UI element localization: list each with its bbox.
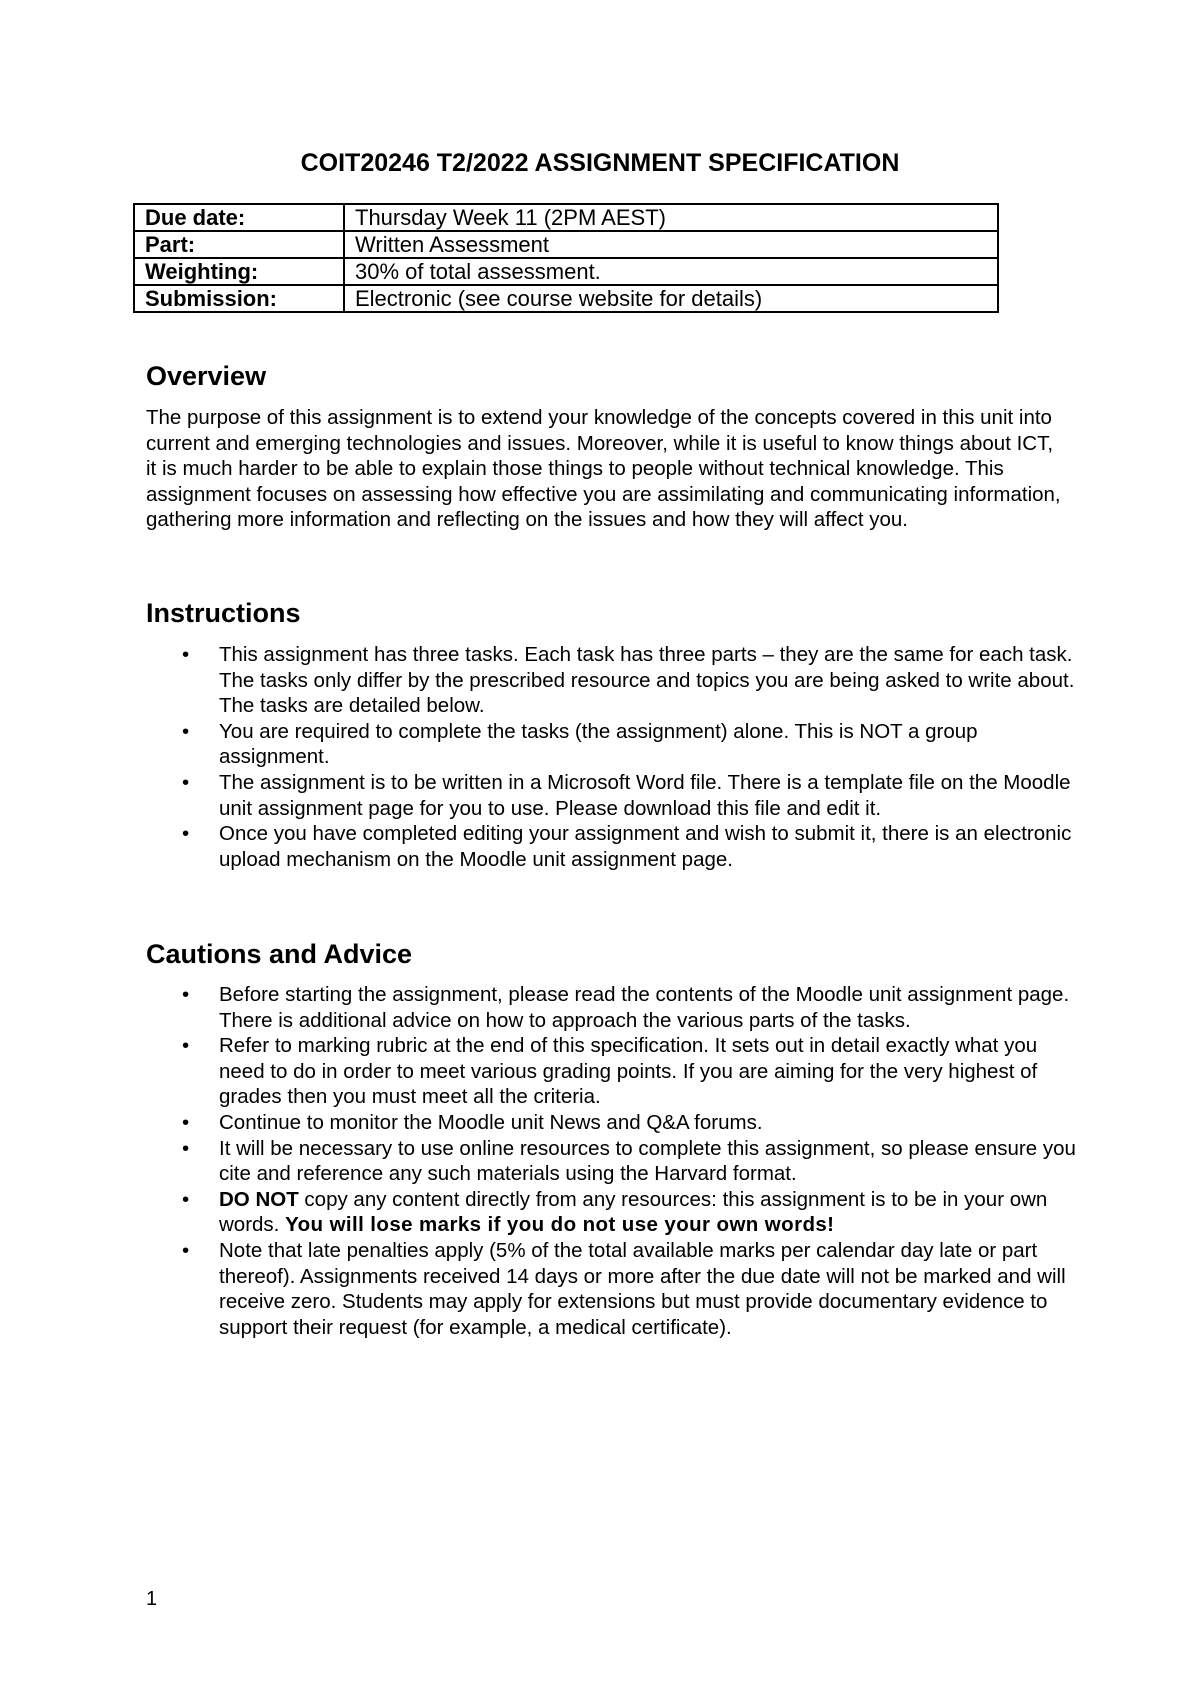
list-item-text: Once you have completed editing your assignment and wish to submit it, there is an electronic upload mechanism on the Moodle unit assignment page. — [219, 822, 1072, 871]
list-item — [146, 821, 1076, 872]
list-item-text: Refer to marking rubric at the end of this specification. It sets out in detail exactly what you need to do in order to meet various grading points. If you are aiming for the very highest of grades then you must meet all the criteria. — [219, 1034, 1038, 1109]
assignment-details-table — [133, 203, 999, 313]
list-item — [146, 1110, 1076, 1136]
list-item — [146, 642, 1076, 719]
bullet-icon: • — [182, 1136, 190, 1160]
bullet-icon: • — [182, 822, 190, 846]
bullet-icon: • — [182, 1187, 190, 1211]
list-item — [146, 719, 1076, 770]
list-item-text: Continue to monitor the Moodle unit News and Q&A forums. — [219, 1110, 763, 1134]
list-item-text: You are required to complete the tasks (the assignment) alone. This is NOT a group assignment. — [219, 719, 978, 769]
list-item — [146, 1033, 1076, 1110]
bullet-icon: • — [182, 1238, 190, 1262]
details-label: Due date: — [134, 204, 344, 231]
own-words-warning: You will lose marks if you do not use your own words! — [285, 1213, 835, 1237]
bullet-icon: • — [182, 643, 190, 666]
list-item-text — [219, 1188, 1047, 1237]
cautions-list — [146, 982, 1076, 1340]
details-row-weighting — [134, 258, 998, 285]
list-item-text: Before starting the assignment, please read the contents of the Moodle unit assignment page. There is additional advice on how to approach the various parts of the tasks. — [219, 983, 1070, 1032]
list-item-text: It will be necessary to use online resources to complete this assignment, so please ensure you cite and reference any such materials using the Harvard format. — [219, 1136, 1076, 1186]
copy-warning-text: copy any content directly from any resources: this assignment is to be in your own words. — [219, 1187, 1048, 1237]
document-title: COIT20246 T2/2022 ASSIGNMENT SPECIFICATION — [300, 149, 900, 177]
bullet-icon: • — [182, 1110, 190, 1134]
details-label: Weighting: — [134, 258, 344, 285]
list-item — [146, 770, 1076, 821]
list-item-text: This assignment has three tasks. Each task has three parts – they are the same for each task. The tasks only differ by the prescribed resource and topics you are being asked to write about. The tasks are detailed below. — [219, 643, 1075, 718]
details-label: Submission: — [134, 285, 344, 312]
overview-heading: Overview — [146, 361, 267, 391]
page-number: 1 — [146, 1588, 158, 1610]
list-item — [146, 1187, 1076, 1238]
list-item — [146, 1136, 1076, 1187]
list-item — [146, 982, 1076, 1033]
details-value: Thursday Week 11 (2PM AEST) — [344, 204, 998, 231]
bullet-icon: • — [182, 770, 190, 794]
instructions-heading: Instructions — [146, 598, 301, 628]
bullet-icon: • — [182, 719, 190, 743]
details-value: Written Assessment — [344, 231, 998, 258]
list-item-text: Note that late penalties apply (5% of the total available marks per calendar day late or part thereof). Assignments received 14 days or more after the due date will not be marked and will receive zero. Students may apply for extensions but must provide documentary evidence to support their request (for example, a medical certificate). — [219, 1238, 1066, 1339]
details-value: Electronic (see course website for details) — [344, 285, 998, 312]
details-row-due-date — [134, 204, 998, 231]
details-value: 30% of total assessment. — [344, 258, 998, 285]
bullet-icon: • — [182, 983, 190, 1006]
instructions-list — [146, 642, 1076, 872]
details-label: Part: — [134, 231, 344, 258]
cautions-heading: Cautions and Advice — [146, 939, 413, 969]
list-item-text: The assignment is to be written in a Microsoft Word file. There is a template file on the Moodle unit assignment page for you to use. Please download this file and edit it. — [219, 770, 1071, 820]
details-row-submission — [134, 285, 998, 312]
do-not-emphasis: DO NOT — [219, 1187, 299, 1211]
list-item — [146, 1238, 1076, 1340]
details-row-part — [134, 231, 998, 258]
bullet-icon: • — [182, 1034, 190, 1058]
overview-text: The purpose of this assignment is to extend your knowledge of the concepts covered in this unit into current and emerging technologies and issues. Moreover, while it is useful to know things about ICT, it is much harder to be able to explain those things to people without technical knowledge. This assignment focuses on assessing how effective you are assimilating and communicating information, gathering more information and reflecting on the issues and how they will affect you. — [146, 406, 1061, 532]
